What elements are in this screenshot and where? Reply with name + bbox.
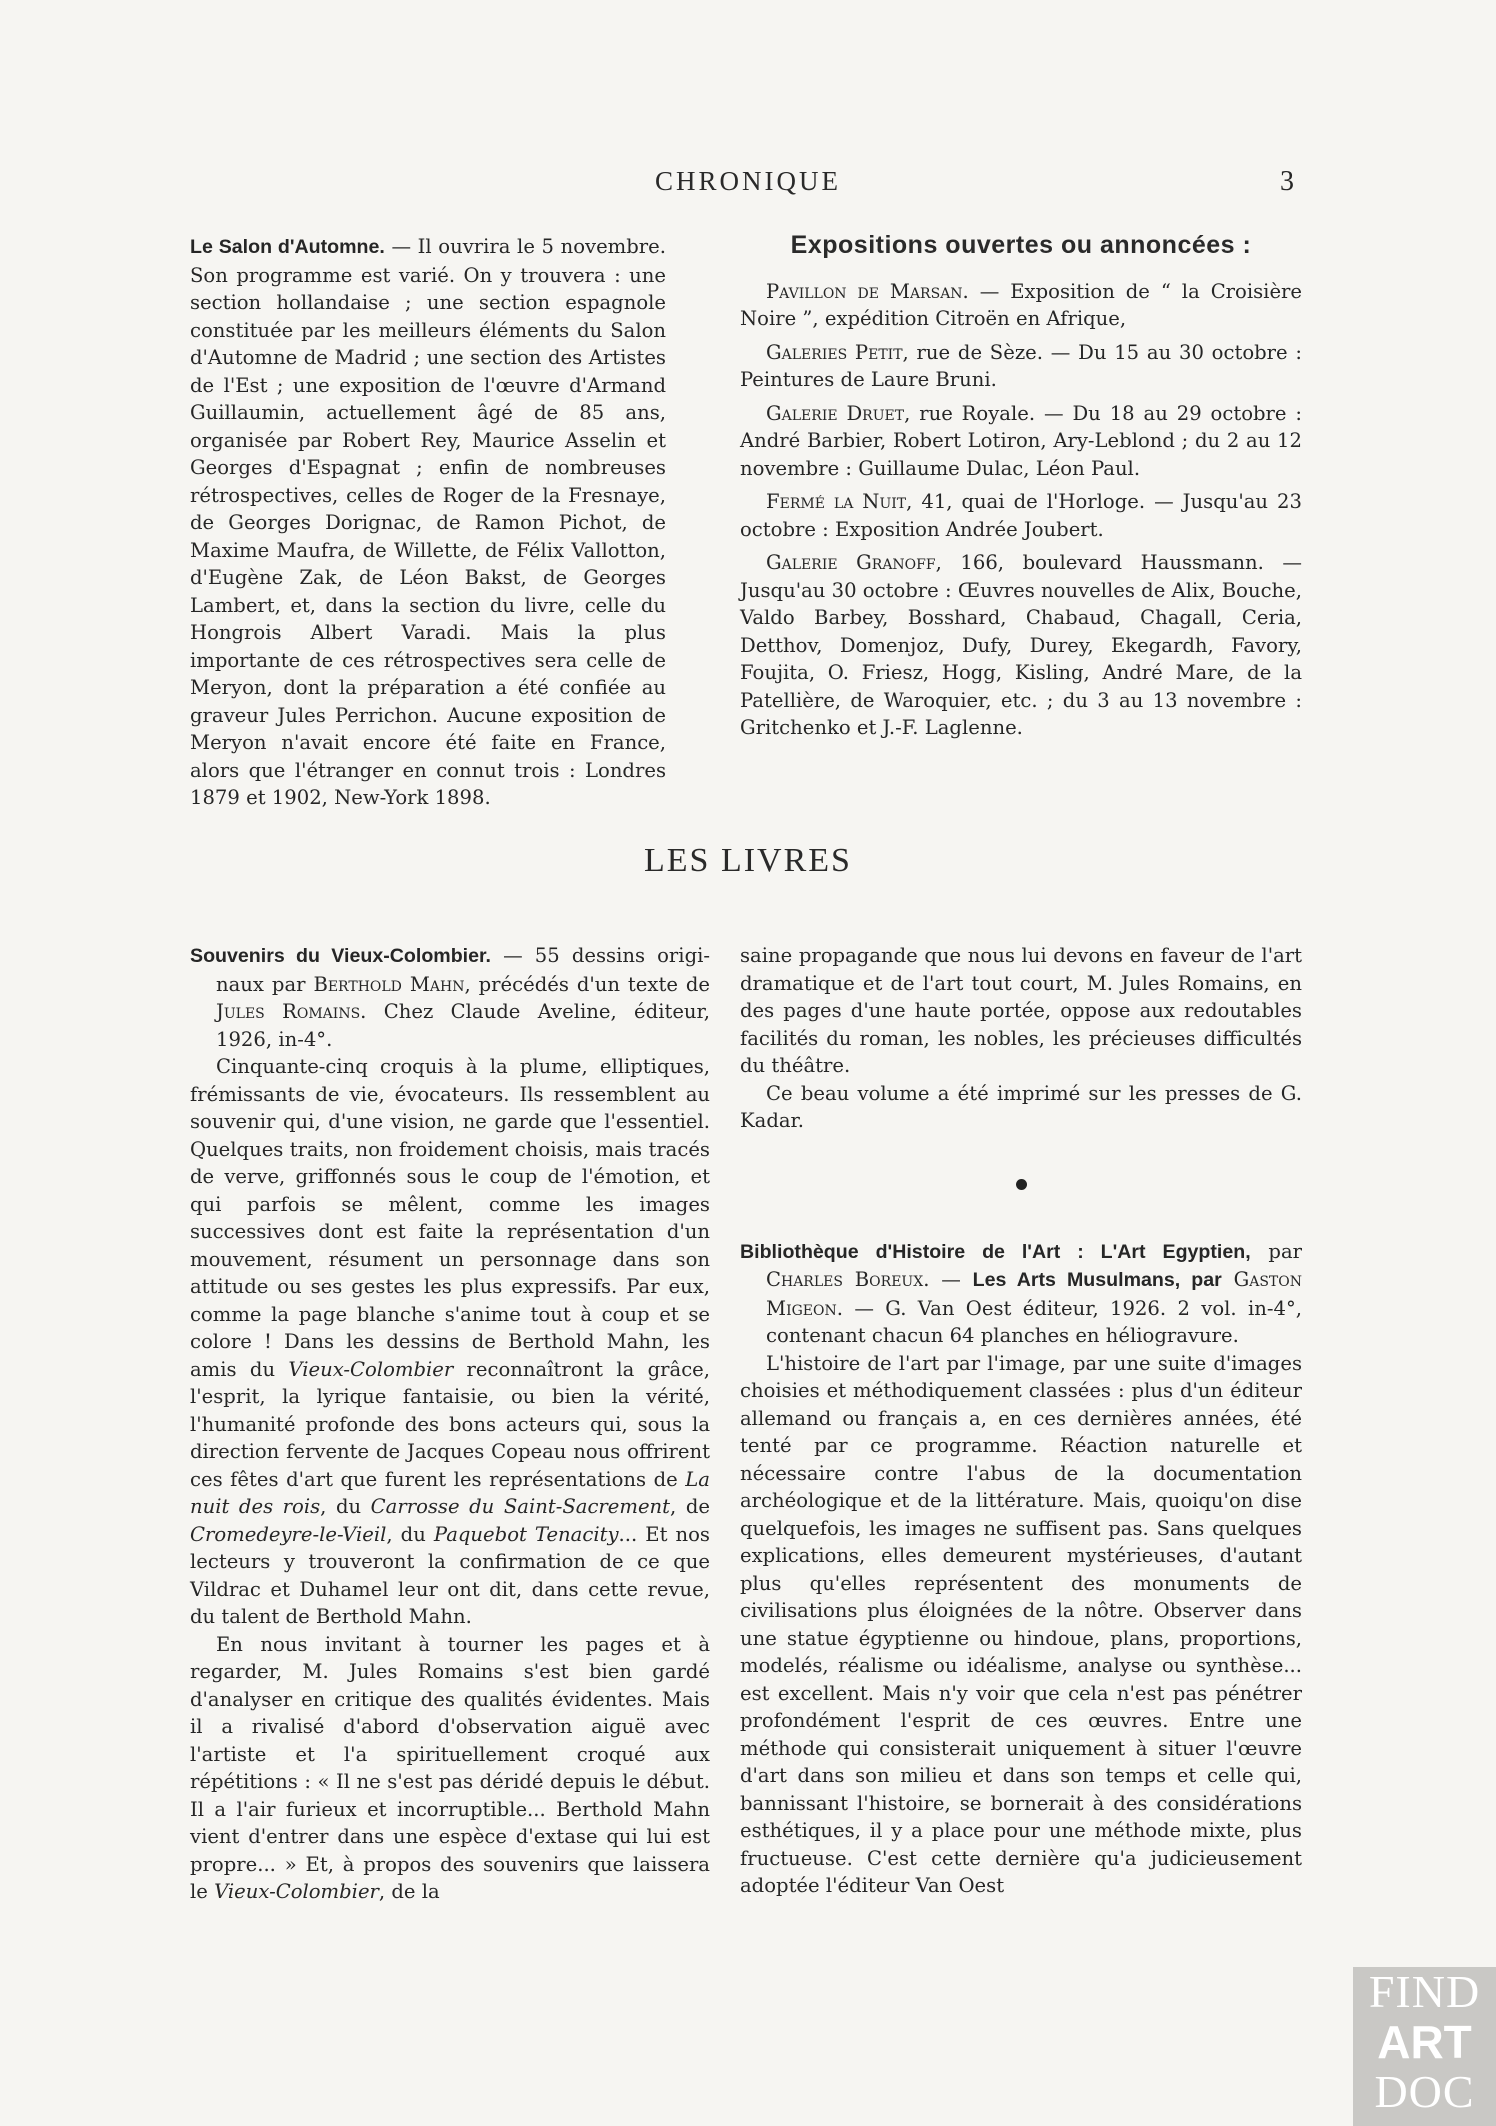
salon-automne-paragraph: [190, 233, 666, 812]
page-header: [0, 166, 1496, 206]
chronique-left-column: [190, 233, 666, 812]
review1-text: En nous invitant à tourner les pages et à regarder, M. Jules Romains s'est bien gardé d'analyser en critique des qualités évidentes. Mais il a rivalisé d'abord d'observation aiguë avec l'artiste et l'a spirituellement croqué aux répétitions : « Il ne s'est pas déridé depuis le début. Il a l'air furieux et incorruptible... Berthold Mahn vient d'entrer dans une espèce d'extase qui lui est propre... » Et, à propos des souvenirs que laissera le: [190, 1632, 710, 1903]
exposition-text: , 166, boulevard Haussmann. — Jusqu'au 30 octobre : Œuvres nouvelles de Alix, Bouche, Valdo Barbey, Bosshard, Chabaud, Chagall, Ceria, Detthov, Domenjoz, Dufy, Durey, Ekegardh, Favory, Foujita, O. Friesz, Hogg, Kisling, André Mare, de la Patellière, de Waroquier, etc. ; du 3 au 13 novembre : Gritchenko et J.-F. Laglenne.: [740, 551, 1302, 739]
review1-text: , de la: [378, 1880, 440, 1903]
review1-continuation: saine propagande que nous lui devons en faveur de l'art dramatique et de l'art tout court, M. Jules Romains, en des pages d'une haute portée, oppose aux redoutables facilités du roman, les nobles, les précieuses difficultés du théâtre.: [740, 944, 1302, 1077]
review1-text: , de: [670, 1495, 710, 1518]
exposition-text: , rue Royale. — Du 18 au 29 octobre : André Barbier, Robert Lotiron, Ary-Leblond ; du 2 au 12 novembre : Guillaume Dulac, Léon Paul.: [740, 401, 1302, 480]
review1-title-ref: Paquebot Tenacity: [433, 1522, 619, 1546]
review1-title-ref: Carrosse du Saint-Sacrement: [370, 1495, 671, 1518]
review1-citation-text: — 55 dessins originaux par: [216, 944, 710, 996]
exposition-item: [740, 400, 1302, 483]
page-number: 3: [1280, 166, 1294, 197]
review2-citation-text: par: [1250, 1239, 1302, 1263]
review1-citation-text: , précédés d'un texte de: [464, 972, 710, 996]
review2-author1: Charles Boreux: [766, 1268, 924, 1291]
exposition-text: — Exposition de “ la Croisière Noire ”, expédition Citroën en Afrique,: [740, 279, 1302, 330]
section-title-les-livres: LES LIVRES: [644, 842, 852, 879]
review2-citation-text: . —: [923, 1268, 973, 1291]
exposition-venue: Fermé la Nuit: [766, 490, 907, 513]
review2-title-2: Les Arts Musulmans, par: [972, 1269, 1222, 1291]
running-title: CHRONIQUE: [655, 166, 841, 196]
review1-text: , du: [386, 1522, 434, 1546]
exposition-venue: Pavillon de Marsan.: [766, 279, 969, 303]
review1-citation-text: . Chez Claude Aveline, éditeur, 1926, in-4°.: [216, 1000, 710, 1051]
exposition-venue: Galeries Petit: [766, 340, 903, 364]
review1-title-ref: La nuit des rois: [190, 1467, 710, 1518]
review1-paragraph: [190, 1053, 710, 1631]
watermark-line: ART: [1377, 2016, 1472, 2068]
review2-citation: [740, 1238, 1302, 1350]
review1-title-ref: Cromedeyre-le-Vieil: [190, 1522, 387, 1546]
review1-text: ... Et nos lecteurs y trouveront la confirmation de ce que Vildrac et Duhamel leur ont dit, dans cette revue, du talent de Berthold Mahn.: [190, 1522, 710, 1628]
review1-paragraph: [190, 1631, 710, 1906]
review1-text: , du: [320, 1495, 371, 1518]
watermark-line: FIND: [1368, 1967, 1481, 2017]
review1-author-text: Jules Romains: [216, 1000, 361, 1023]
review2-title: Bibliothèque d'Histoire de l'Art : L'Art Egyptien,: [740, 1240, 1251, 1263]
exposition-text: , rue de Sèze. — Du 15 au 30 octobre : Peintures de Laure Bruni.: [740, 340, 1303, 391]
section-separator-bullet: [1016, 1179, 1027, 1190]
exposition-item: [740, 339, 1302, 394]
review2-paragraph: L'histoire de l'art par l'image, par une suite d'images choisies et méthodiquement classées : plus d'un éditeur allemand ou français a, en ces dernières années, été tenté par ce programme. Réaction naturelle et nécessaire contre l'abus de la documentation archéologique et de la littérature. Mais, quoiqu'on dise quelquefois, les images ne suffisent pas. Sans quelques explications, elles demeurent mystérieuses, d'autant plus qu'elles représentent des monuments de civilisations plus éloignées de la nôtre. Observer dans une statue égyptienne ou hindoue, plans, proportions, modelés, réalisme ou idéalisme, analyse ou synthèse... est excellent. Mais n'y voir que cela n'est pas pénétrer profondément l'esprit de ces œuvres. Entre une méthode qui consisterait uniquement à situer l'œuvre d'art dans son milieu et dans son temps et celle qui, bannissant l'histoire, se bornerait à des considérations esthétiques, il y a place pour une méthode mixte, plus fructueuse. C'est cette dernière qu'a judicieusement adoptée l'éditeur Van Oest: [740, 1351, 1302, 1897]
exposition-venue: Galerie Granoff: [766, 551, 936, 574]
salon-automne-body: Il ouvrira le 5 novembre. Son programme est varié. On y trouvera : une section hollandaise ; une section espagnole constituée par les meilleurs éléments du Salon d'Automne de Madrid ; une section des Artistes de l'Est ; une exposition de l'œuvre d'Armand Guillaumin, actuellement âgé de 85 ans, organisée par Robert Rey, Maurice Asselin et Georges d'Espagnat ; enfin de nombreuses rétrospectives, celles de Roger de la Fresnaye, de Georges Dorignac, de Ramon Pichot, de Maxime Maufra, de Willette, de Félix Vallotton, d'Eugène Zak, de Léon Bakst, de Georges Lambert, et, dans la section du livre, celle du Hongrois Albert Varadi. Mais la plus importante de ces rétrospectives sera celle de Meryon, dont la préparation a été confiée au graveur Jules Perrichon. Aucune exposition de Meryon n'avait encore été faite en France, alors que l'étranger en connut trois : Londres 1879 et 1902, New-York 1898.: [190, 235, 666, 809]
review1-citation: [190, 942, 710, 1053]
livres-left-column: [190, 942, 710, 1906]
salon-dash: —: [384, 235, 418, 258]
salon-automne-title: Le Salon d'Automne.: [190, 236, 385, 258]
review2-author2: Gaston Migeon: [766, 1268, 1302, 1320]
watermark-line: DOC: [1374, 2066, 1475, 2117]
expositions-column: [740, 232, 1302, 748]
review1-author-illustrator: Berthold Mahn: [313, 972, 465, 996]
exposition-item: [740, 278, 1302, 333]
exposition-venue: Galerie Druet: [766, 401, 905, 425]
livres-right-column: [740, 942, 1302, 1900]
review1-text: Cinquante-cinq croquis à la plume, elliptiques, frémissants de vie, évocateurs. Ils ressemblent au souvenir qui, d'une vision, ne garde que l'essentiel. Quelques traits, non froidement choisis, mais tracés de verve, griffonnés sous le coup de l'émotion, et qui parfois se mêlent, comme les images successives dont est faite la représentation d'un mouvement, résument un personnage dans son attitude ou ses gestes les plus expressifs. Par eux, comme la page blanche s'anime tout à coup et se colore ! Dans les dessins de Berthold Mahn, les amis du: [190, 1055, 710, 1381]
review1-title-ref: Vieux-Colombier: [214, 1880, 379, 1903]
review1-colophon: Ce beau volume a été imprimé sur les presses de G. Kadar.: [740, 1081, 1302, 1132]
expositions-heading: Expositions ouvertes ou annoncées :: [790, 231, 1252, 259]
review1-title: Souvenirs du Vieux-Colombier.: [190, 945, 492, 967]
exposition-item: [740, 488, 1302, 543]
review1-title-ref: Vieux-Colombier: [288, 1357, 454, 1381]
review1-text: reconnaîtront la grâce, l'esprit, la lyrique fantaisie, ou bien la vérité, l'humanité profonde des bons acteurs qui, sous la direction fervente de Jacques Copeau nous offrirent ces fêtes d'art que furent les représentations de: [190, 1357, 710, 1491]
exposition-text: , 41, quai de l'Horloge. — Jusqu'au 23 octobre : Exposition Andrée Joubert.: [740, 490, 1302, 541]
findartdoc-watermark: [1353, 1967, 1496, 2126]
review2-citation-text: . — G. Van Oest éditeur, 1926. 2 vol. in-4°, contenant chacun 64 planches en héliogravure.: [766, 1296, 1302, 1347]
exposition-item: [740, 549, 1302, 742]
